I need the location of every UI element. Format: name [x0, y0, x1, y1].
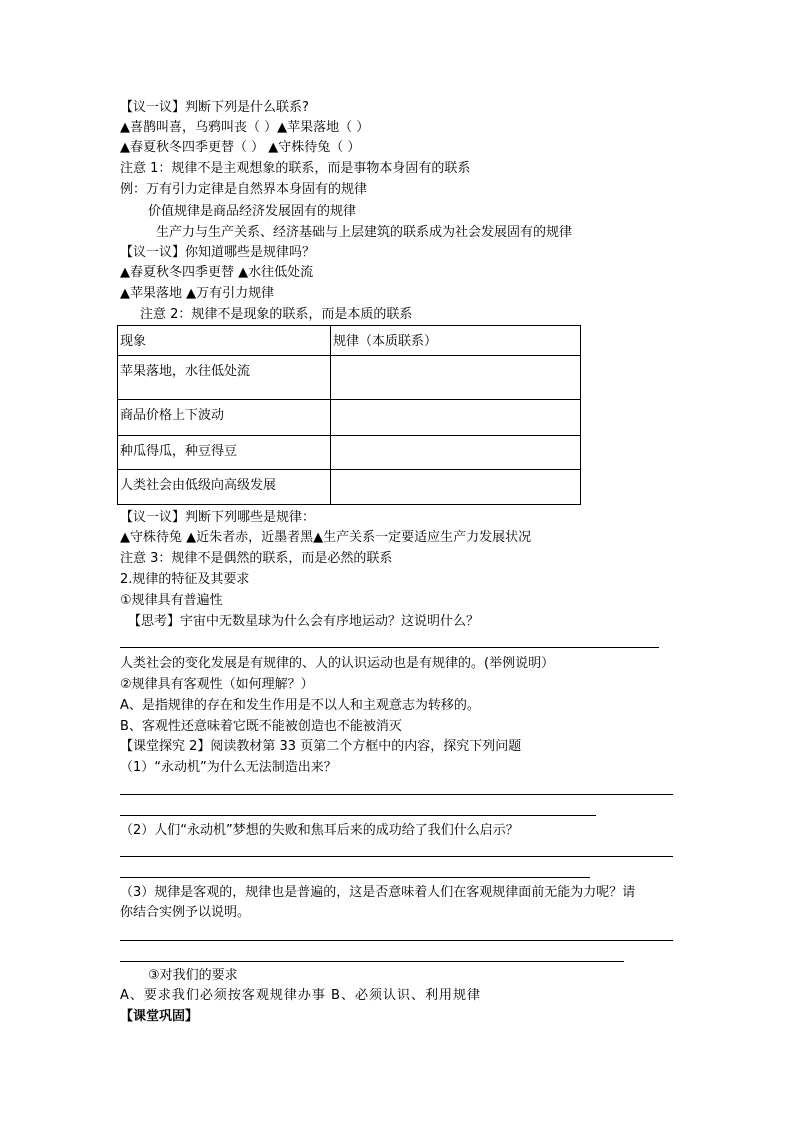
discussion-heading-2: 【议一议】你知道哪些是规律吗？ [120, 245, 316, 260]
table-header-row [118, 326, 581, 356]
option-line: ▲春夏秋冬四季更替 ▲水往低处流 [120, 265, 314, 280]
answer-line [120, 961, 624, 962]
table-header-cell: 现象 [118, 326, 331, 356]
inquiry-question-3-cont: 你结合实例予以说明。 [120, 905, 251, 920]
table-row [118, 470, 581, 505]
requirements-line: A、要求我们必须按客观规律办事 B、必须认识、利用规律 [120, 988, 481, 1003]
section-heading: 2.规律的特征及其要求 [120, 572, 250, 587]
example-line: 例：万有引力定律是自然界本身固有的规律 [120, 182, 368, 197]
option-line: ▲守株待兔 ▲近朱者赤，近墨者黑▲生产关系一定要适应生产力发展状况 [120, 530, 532, 545]
table-row [118, 356, 581, 400]
phenomenon-law-table [117, 325, 581, 505]
table-cell [331, 356, 581, 400]
table-cell: 商品价格上下波动 [118, 400, 331, 436]
body-text: B、客观性还意味着它既不能被创造也不能被消灭 [120, 719, 402, 734]
answer-line [120, 794, 673, 795]
note-3: 注意 3：规律不是偶然的联系，而是必然的联系 [120, 551, 393, 566]
table-cell: 苹果落地，水往低处流 [118, 356, 331, 400]
answer-line [120, 940, 673, 941]
discussion-heading-3: 【议一议】判断下列哪些是规律： [120, 510, 316, 525]
table-row [118, 400, 581, 436]
example-line: 生产力与生产关系、经济基础与上层建筑的联系成为社会发展固有的规律 [156, 225, 573, 240]
table-header-cell: 规律（本质联系） [331, 326, 581, 356]
answer-line [120, 877, 590, 878]
note-1: 注意 1：规律不是主观想象的联系，而是事物本身固有的联系 [120, 161, 471, 176]
subsection-heading: ②规律具有客观性（如何理解？） [120, 677, 314, 692]
body-text: 人类社会的变化发展是有规律的、人的认识运动也是有规律的。(举例说明） [120, 656, 555, 671]
inquiry-question-3: （3）规律是客观的，规律也是普遍的，这是否意味着人们在客观规律面前无能为力呢？请 [120, 885, 636, 900]
inquiry-question-2: （2）人们“永动机”梦想的失败和焦耳后来的成功给了我们什么启示？ [120, 823, 519, 838]
table-cell [331, 436, 581, 470]
option-line: ▲苹果落地 ▲万有引力规律 [120, 286, 275, 301]
note-2: 注意 2：规律不是现象的联系，而是本质的联系 [140, 307, 413, 322]
table-cell [331, 470, 581, 505]
question-line: ▲春夏秋冬四季更替（ ） ▲守株待兔（ ） [120, 140, 361, 155]
answer-line [120, 815, 596, 816]
answer-line [120, 856, 673, 857]
subsection-heading: ①规律具有普遍性 [120, 593, 223, 608]
body-text: A、是指规律的存在和发生作用是不以人和主观意志为转移的。 [120, 698, 480, 713]
table-row [118, 436, 581, 470]
table-cell: 人类社会由低级向高级发展 [118, 470, 331, 505]
question-line: ▲喜鹊叫喜，乌鸦叫丧（ ）▲苹果落地（ ） [120, 120, 370, 135]
example-line: 价值规律是商品经济发展固有的规律 [148, 204, 357, 219]
consolidation-heading: 【课堂巩固】 [120, 1009, 199, 1024]
table-cell [331, 400, 581, 436]
inquiry-question-1: （1）“永动机”为什么无法制造出来？ [120, 760, 337, 775]
table-cell: 种瓜得瓜，种豆得豆 [118, 436, 331, 470]
answer-line [120, 647, 659, 648]
discussion-heading-1: 【议一议】判断下列是什么联系? [120, 100, 309, 115]
subsection-heading: ③对我们的要求 [148, 968, 238, 983]
think-question: 【思考】宇宙中无数星球为什么会有序地运动？这说明什么？ [128, 614, 480, 629]
inquiry-heading: 【课堂探究 2】阅读教材第 33 页第二个方框中的内容，探究下列问题 [120, 739, 522, 754]
